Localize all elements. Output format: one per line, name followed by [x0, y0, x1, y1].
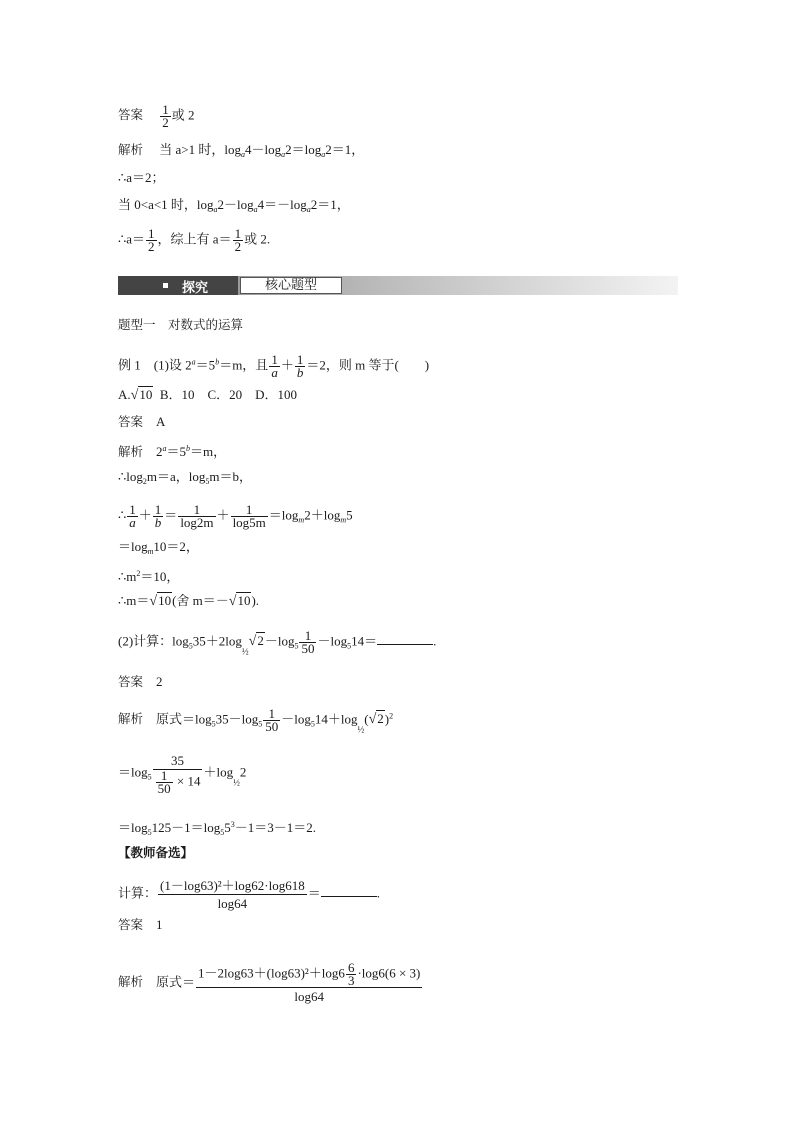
section-banner	[118, 276, 678, 295]
teacher-analysis: 解析 原式＝ 1－2log63＋(log63)²＋log6 $\frac{6}{3}$ ·log6(6 × 3) log64	[118, 960, 421, 1004]
banner-right-title: 核心题型	[240, 277, 342, 294]
answer-fraction: $\frac{1}{2}$	[162, 102, 169, 130]
analysis-line-3: 当 0<a<1 时，$\log_a2-\log_a4=-\log_a2=1$，	[118, 197, 350, 214]
example-1-part-2-step-3: $=\log_5125-1=\log_55^3-1=3-1=2$.	[118, 820, 317, 837]
teacher-question: 计算： $\frac{\text{(1－log63)²＋log62·log618}}{\log 64}$ ＝ .	[118, 878, 381, 911]
answer-label: 答案	[118, 107, 144, 123]
example-1-part-2-answer: 答案 2	[118, 674, 163, 689]
example-1-step-3: ∴ $\frac{1}{a}$ ＋ $\frac{1}{b}$ ＝ $\frac{1}{\log 2m}$ ＋ $\frac{1}{\log 5m}$ $=\log_m2+\log_m5$	[118, 502, 353, 530]
example-1-answer: 答案 A	[118, 414, 166, 429]
teacher-block-title: 【教师备选】	[118, 845, 194, 860]
square-bullet-icon	[163, 283, 168, 288]
banner-left-title: 探究	[182, 281, 209, 296]
example-1-question: 例 1 (1)设 $2^a=5^b=m$，且 $\frac{1}{a}$ ＋ $\frac{1}{b}$ ＝2，则 m 等于( )	[118, 352, 430, 380]
example-1-step-5: $\therefore m^2=10$，	[118, 569, 180, 584]
example-1-step-2: $\therefore\log_2m=a$，$\log_5m=b$，	[118, 469, 253, 486]
example-1-options: A.√10 B．10 C．20 D．100	[118, 387, 298, 403]
example-1-part-2-step-2: $=\log_5$ 35 $\frac{1}{50}$ × 14 $+\log_{\frac{1}{2}}2$	[118, 753, 247, 796]
example-1-step-6: ∴m＝√10(舍 m＝－√10).	[118, 593, 260, 609]
answer-blank	[377, 632, 433, 645]
analysis-line-2: ∴a＝2；	[118, 170, 165, 185]
teacher-answer: 答案 1	[118, 917, 163, 932]
analysis-label: 解析	[118, 142, 144, 157]
answer-line-1: 答案 $\frac{1}{2}$ 或 2	[118, 102, 195, 130]
example-1-part-2-question: (2)计算：$\log_535+2\log_{\frac{1}{2}}√2-\log_5$ $\frac{1}{50}$ $-\log_514=$ .	[118, 628, 437, 657]
section-title: 题型一 对数式的运算	[118, 317, 244, 332]
example-1-step-4: $=\log_m10=2$，	[118, 539, 199, 556]
example-1-part-2-step-1: 解析 原式$=\log_535-\log_5$ $\frac{1}{50}$ $-\log_514+\log_{\frac{1}{2}}(√2)^2$	[118, 706, 394, 735]
analysis-line-4: ∴a＝ $\frac{1}{2}$ ，综上有 a＝ $\frac{1}{2}$ 或 2.	[118, 226, 271, 254]
example-1-step-1: 解析 $2^a=5^b=m$，	[118, 444, 227, 459]
answer-blank	[321, 884, 377, 897]
analysis-line-1: 解析 当 a>1 时，$\log_a4-\log_a2=\log_a2=1$，	[118, 142, 365, 159]
